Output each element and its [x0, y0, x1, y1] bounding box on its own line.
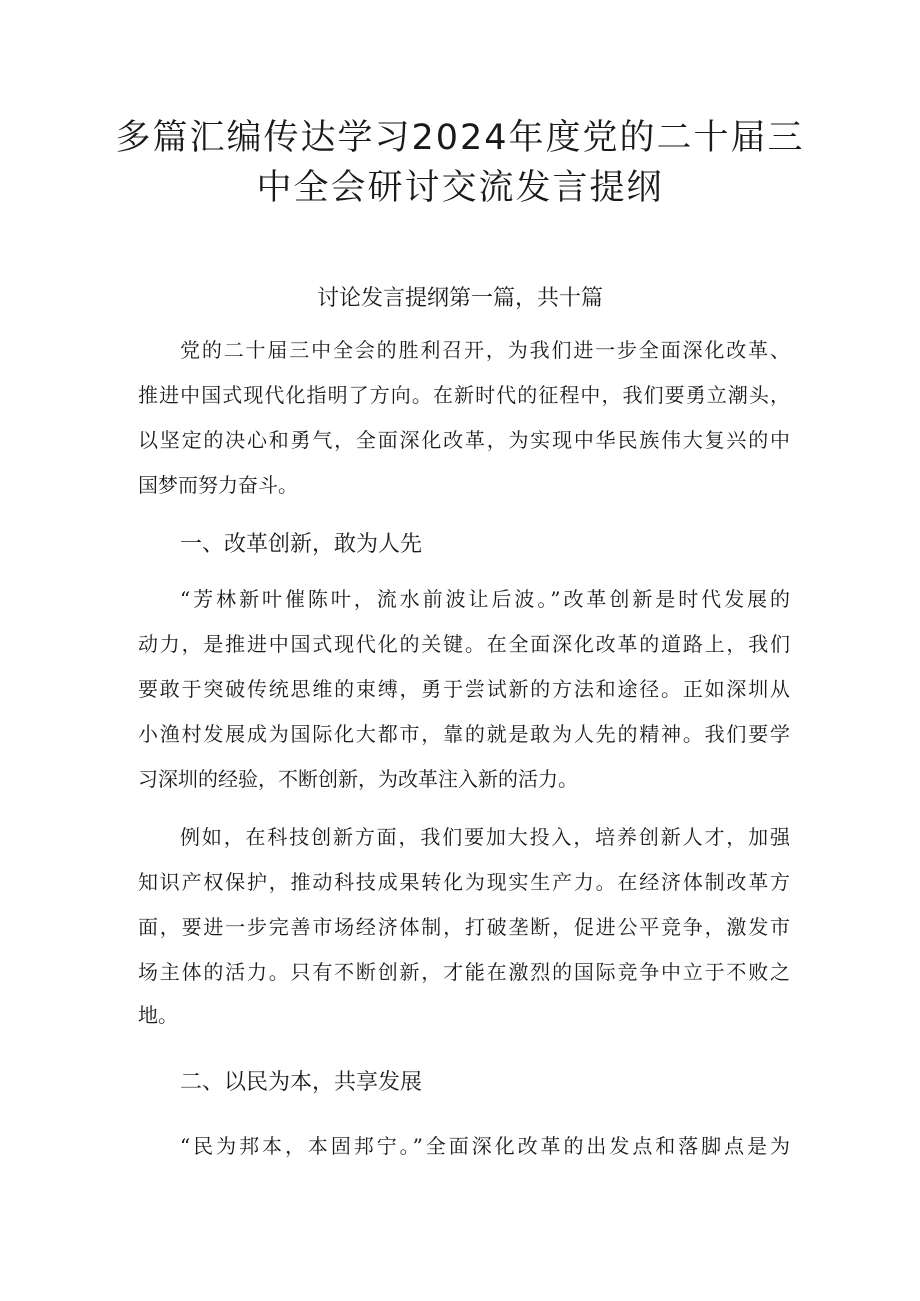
- document-title-line-2: 中全会研讨交流发言提纲: [256, 168, 664, 208]
- section-1-paragraph-2-line: 例如，在科技创新方面，我们要加大投入，培养创新人才，加强: [180, 825, 790, 849]
- section-1-paragraph-1-line: 小渔村发展成为国际化大都市，靠的就是敢为人先的精神。我们要学: [138, 722, 790, 746]
- section-1-paragraph-2-line: 地。: [138, 1003, 178, 1027]
- section-2-heading: 二、以民为本，共享发展: [180, 1070, 423, 1095]
- section-1-paragraph-2-line: 场主体的活力。只有不断创新，才能在激烈的国际竞争中立于不败之: [138, 960, 790, 984]
- section-1-paragraph-1-line: “芳林新叶催陈叶，流水前波让后波。”改革创新是时代发展的: [180, 587, 790, 611]
- section-1-paragraph-1-line: 动力，是推进中国式现代化的关键。在全面深化改革的道路上，我们: [138, 632, 790, 656]
- section-1-heading: 一、改革创新，敢为人先: [180, 532, 423, 557]
- section-1-paragraph-2-line: 面，要进一步完善市场经济体制，打破垄断，促进公平竞争，激发市: [138, 915, 790, 939]
- section-1-paragraph-2-line: 知识产权保护，推动科技成果转化为现实生产力。在经济体制改革方: [138, 870, 790, 894]
- document-subtitle: 讨论发言提纲第一篇，共十篇: [316, 286, 603, 311]
- section-2-paragraph-1-line: “民为邦本，本固邦宁。”全面深化改革的出发点和落脚点是为: [180, 1134, 790, 1158]
- section-1-paragraph-1-line: 习深圳的经验，不断创新，为改革注入新的活力。: [138, 767, 578, 791]
- intro-paragraph-line: 党的二十届三中全会的胜利召开，为我们进一步全面深化改革、: [180, 338, 790, 362]
- intro-paragraph-line: 以坚定的决心和勇气，全面深化改革，为实现中华民族伟大复兴的中: [138, 428, 790, 452]
- intro-paragraph-line: 国梦而努力奋斗。: [138, 473, 298, 497]
- intro-paragraph-line: 推进中国式现代化指明了方向。在新时代的征程中，我们要勇立潮头，: [138, 383, 790, 407]
- document-title-line-1: 多篇汇编传达学习2024年度党的二十届三: [115, 118, 805, 158]
- section-1-paragraph-1-line: 要敢于突破传统思维的束缚，勇于尝试新的方法和途径。正如深圳从: [138, 677, 790, 701]
